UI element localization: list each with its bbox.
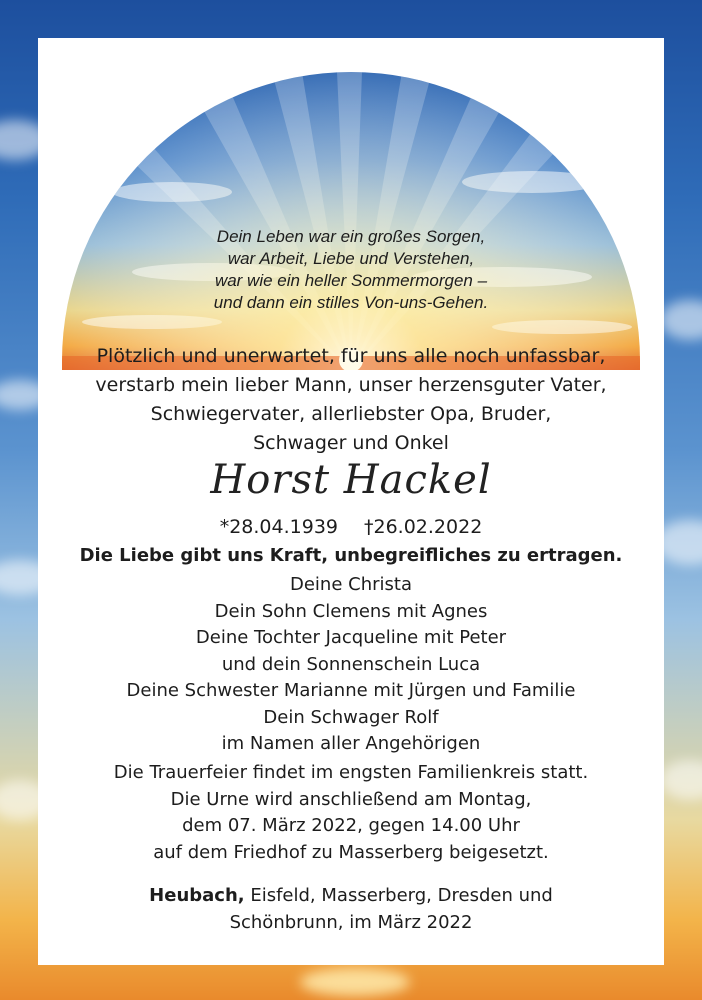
place-line <box>38 882 664 909</box>
birth-date: *28.04.1939 <box>219 516 338 538</box>
funeral-info <box>38 760 664 866</box>
motto: Die Liebe gibt uns Kraft, unbegreifliches zu ertragen. <box>79 545 623 566</box>
mourner-line: Deine Schwester Marianne mit Jürgen und Familie <box>126 680 576 701</box>
obituary-card <box>38 38 664 965</box>
sun-glow <box>300 968 410 996</box>
mourner-line: Dein Schwager Rolf <box>263 706 439 728</box>
funeral-line: auf dem Friedhof zu Masserberg beigesetzt. <box>153 841 549 863</box>
announcement-line: Plötzlich und unerwartet, für uns alle noch unfassbar, <box>96 345 606 367</box>
mourner-line: und dein Sonnenschein Luca <box>221 653 481 675</box>
life-dates <box>38 514 664 540</box>
poem-line: und dann ein stilles Von-uns-Gehen. <box>213 293 489 312</box>
place-line-2: Schönbrunn, im März 2022 <box>229 912 473 933</box>
poem-line: war wie ein heller Sommermorgen – <box>214 271 488 290</box>
cloud <box>660 300 702 340</box>
sunrise-arch-image <box>62 72 640 370</box>
cloud <box>660 760 702 800</box>
announcement-line: Schwiegervater, allerliebster Opa, Bruder, <box>150 403 552 425</box>
mourner-line: Deine Tochter Jacqueline mit Peter <box>195 627 507 648</box>
funeral-line: dem 07. März 2022, gegen 14.00 Uhr <box>182 815 520 836</box>
sun-rays-illustration <box>62 72 640 370</box>
funeral-line: Die Urne wird anschließend am Montag, <box>170 788 532 810</box>
place-and-date <box>38 882 664 936</box>
town-name: Heubach, <box>149 885 245 906</box>
mourner-line: Deine Christa <box>290 574 412 595</box>
death-date: †26.02.2022 <box>364 516 483 538</box>
poem-line: war Arbeit, Liebe und Verstehen, <box>227 249 475 268</box>
other-towns: Eisfeld, Masserberg, Dresden und <box>244 885 553 906</box>
announcement-line: Schwager und Onkel <box>253 432 449 454</box>
funeral-line: Die Trauerfeier findet im engsten Familienkreis statt. <box>113 762 589 783</box>
mourner-line: Dein Sohn Clemens mit Agnes <box>214 600 488 622</box>
poem <box>62 226 640 314</box>
mourner-line: im Namen aller Angehörigen <box>221 733 481 754</box>
announcement-line: verstarb mein lieber Mann, unser herzensguter Vater, <box>95 374 607 396</box>
deceased-name: Horst Hackel <box>210 457 492 503</box>
poem-line: Dein Leben war ein großes Sorgen, <box>216 227 486 246</box>
mourners-list <box>38 572 664 758</box>
announcement-text <box>38 342 664 458</box>
